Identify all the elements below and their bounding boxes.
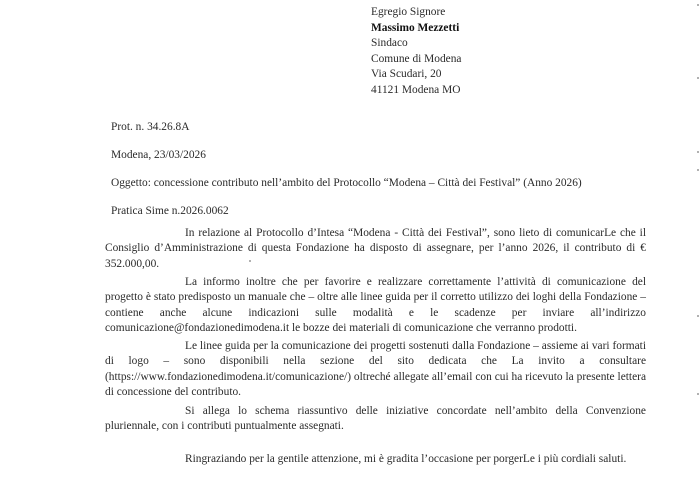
body-paragraph-1 — [105, 226, 646, 272]
recipient-salutation: Egregio Signore — [371, 6, 446, 18]
scan-artifact — [697, 315, 699, 317]
letter-subject: Oggetto: concessione contributo nell’ambito del Protocollo “Modena – Città dei Festival” (Anno 2026) — [111, 177, 582, 189]
scan-artifact — [697, 151, 699, 153]
recipient-address-block — [371, 5, 461, 99]
body-paragraph-2 — [105, 275, 646, 337]
paragraph-text: La informo inoltre che per favorire e realizzare correttamente l’attività di comunicazione del progetto è stato predisposto un manuale che – oltre alle linee guida per il corretto utilizzo dei loghi della Fondazione – contiene anche alcune indicazioni sulle modalità e le scadenze per inviare all’indirizzo comunicazione@fondazionedimodena.it le bozze dei materiali di comunicazione che verranno prodotti. — [105, 276, 646, 335]
recipient-street: Via Scudari, 20 — [371, 68, 442, 81]
recipient-name: Massimo Mezzetti — [371, 21, 460, 34]
scan-artifact — [697, 4, 699, 6]
paragraph-text: Si allega lo schema riassuntivo delle iniziative concordate nell’ambito della Convenzione pluriennale, con i contributi puntualmente assegnati. — [105, 405, 646, 433]
recipient-role: Sindaco — [371, 37, 408, 50]
recipient-organization: Comune di Modena — [371, 52, 462, 65]
protocol-number: Prot. n. 34.26.8A — [111, 121, 190, 133]
paragraph-text: In relazione al Protocollo d’Intesa “Modena - Città dei Festival”, sono lieto di comunicarLe che il Consiglio d’Amministrazione di questa Fondazione ha disposto di assegnare, per l’anno 2026, il contributo di € 352.000,00. — [105, 227, 646, 270]
practice-number: Pratica Sime n.2026.0062 — [111, 205, 229, 217]
scan-artifact — [697, 393, 699, 395]
place-and-date: Modena, 23/03/2026 — [111, 149, 206, 161]
scan-artifact — [697, 169, 699, 171]
body-paragraph-5 — [105, 452, 646, 467]
body-paragraph-3 — [105, 339, 646, 401]
recipient-city: 41121 Modena MO — [371, 83, 461, 96]
scan-artifact — [697, 77, 699, 79]
paragraph-text: Le linee guida per la comunicazione dei progetti sostenuti dalla Fondazione – assieme ai vari formati di logo – sono disponibili nella sezione del sito dedicata che La invito a consultare (https://www.fondazionedimodena.it/comunicazione/) oltreché allegate all’email con cui ha ricevuto la presente lettera di concessione del contributo. — [105, 340, 646, 399]
body-paragraph-4 — [105, 404, 646, 435]
paragraph-text: Ringraziando per la gentile attenzione, mi è gradita l’occasione per porgerLe i più cordiali saluti. — [185, 453, 627, 465]
scan-artifact — [249, 260, 251, 262]
